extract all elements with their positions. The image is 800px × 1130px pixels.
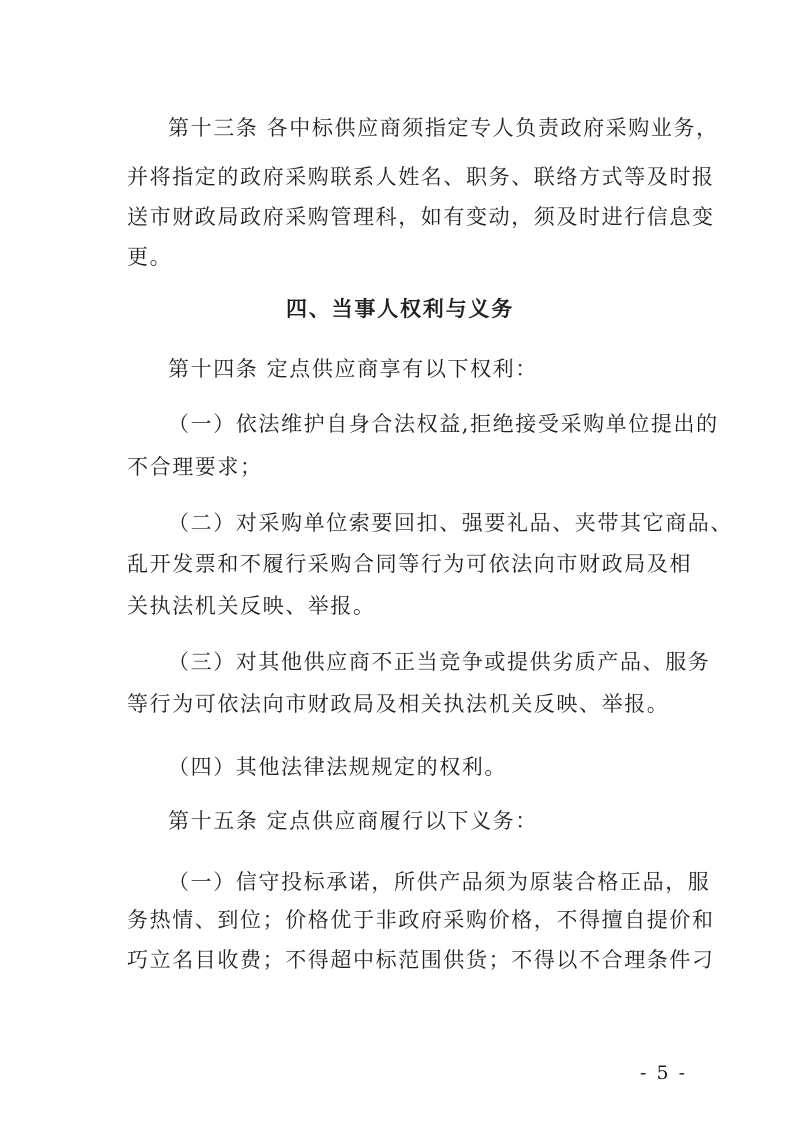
article-14-item-1-line-1: （一）依法维护自身合法权益,拒绝接受采购单位提出的 xyxy=(168,412,719,436)
article-14-item-2-line-2: 乱开发票和不履行采购合同等行为可依法向市财政局及相 xyxy=(127,552,692,576)
article-15-title: 第十五条 定点供应商履行以下义务： xyxy=(168,809,538,833)
page-number: - 5 - xyxy=(640,1062,688,1084)
article-15-item-1-line-1: （一）信守投标承诺，所供产品须为原装合格正品，服 xyxy=(168,870,711,894)
article-15-item-1-line-2: 务热情、到位；价格优于非政府采购价格，不得擅自提价和 xyxy=(127,908,715,932)
article-14-item-1-line-2: 不合理要求； xyxy=(127,455,263,479)
article-13-line-2: 并将指定的政府采购联系人姓名、职务、联络方式等及时报 xyxy=(127,165,715,189)
article-13-line-1: 第十三条 各中标供应商须指定专人负责政府采购业务， xyxy=(168,116,719,140)
article-13-line-3: 送市财政局政府采购管理科，如有变动，须及时进行信息变 xyxy=(127,205,715,229)
article-15-item-1-line-3: 巧立名目收费；不得超中标范围供货；不得以不合理条件刁 xyxy=(127,948,715,972)
article-14-item-3-line-1: （三）对其他供应商不正当竞争或提供劣质产品、服务 xyxy=(168,650,711,674)
section-heading: 四、当事人权利与义务 xyxy=(286,297,514,321)
article-14-item-3-line-2: 等行为可依法向市财政局及相关执法机关反映、举报。 xyxy=(127,692,670,716)
article-14-item-2-line-3: 关执法机关反映、举报。 xyxy=(127,594,376,618)
article-14-title: 第十四条 定点供应商享有以下权利： xyxy=(168,357,538,381)
article-14-item-4: （四）其他法律法规规定的权利。 xyxy=(168,755,507,779)
article-14-item-2-line-1: （二）对采购单位索要回扣、强要礼品、夹带其它商品、 xyxy=(168,511,733,535)
article-13-line-4: 更。 xyxy=(127,245,173,269)
